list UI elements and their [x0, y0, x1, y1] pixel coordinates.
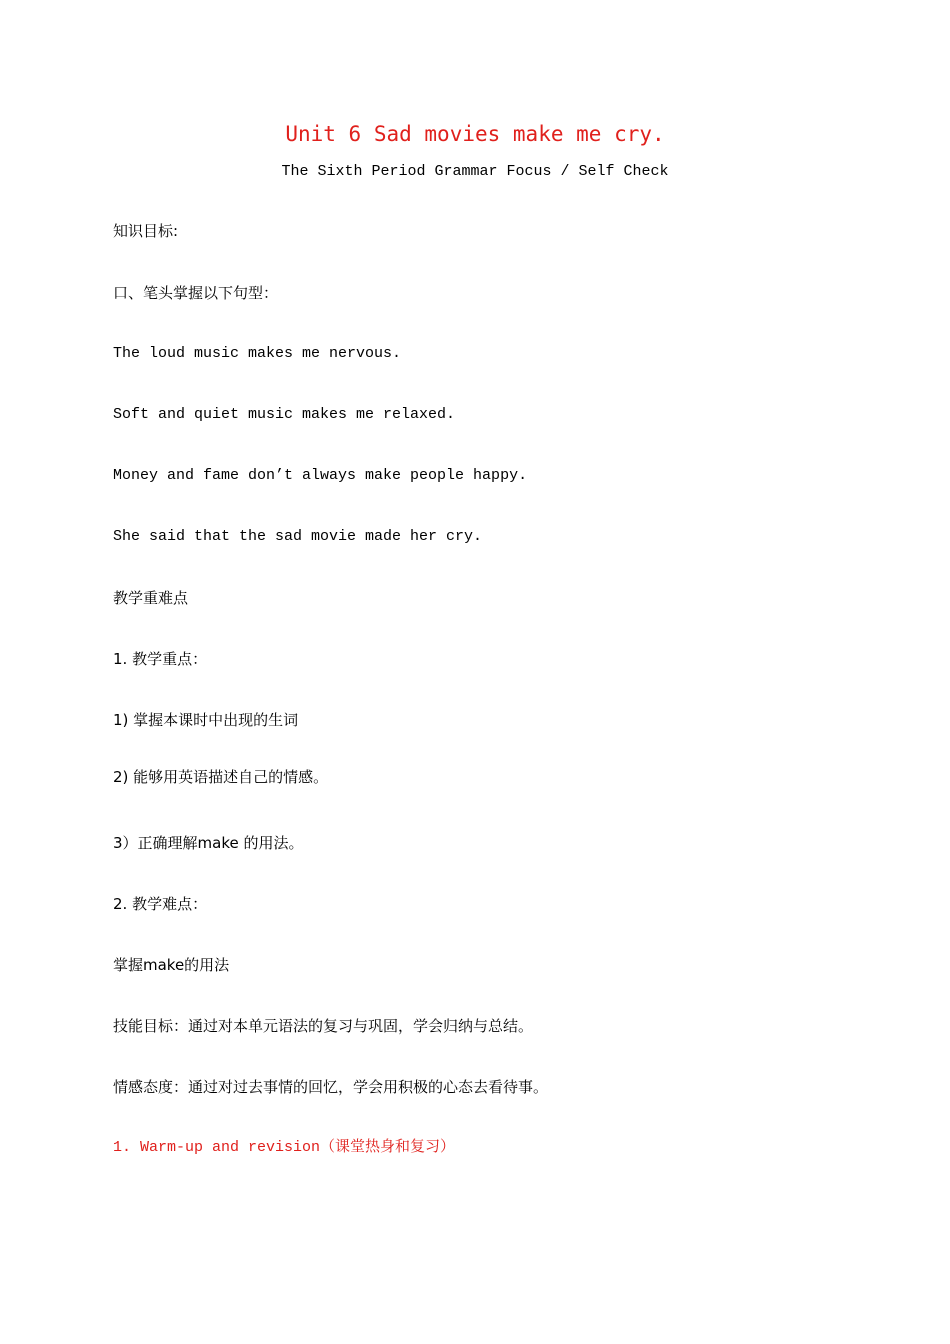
warm-up-revision-heading: 1. Warm-up and revision（课堂热身和复习）: [113, 1139, 456, 1156]
key-points-heading: 1. 教学重点：: [113, 650, 208, 668]
difficult-points-heading: 2. 教学难点：: [113, 895, 208, 913]
key-point-3: 3）正确理解make 的用法。: [113, 834, 304, 852]
emotional-attitude: 情感态度：通过对过去事情的回忆，学会用积极的心态去看待事。: [113, 1078, 549, 1096]
document-title: Unit 6 Sad movies make me cry.: [285, 122, 665, 146]
sentence-pattern-3: Money and fame don’t always make people happy.: [113, 467, 528, 484]
sentence-pattern-1: The loud music makes me nervous.: [113, 345, 402, 362]
key-difficult-points-heading: 教学重难点: [113, 589, 189, 607]
sentence-patterns-heading: 口、笔头掌握以下句型：: [113, 284, 279, 302]
sentence-pattern-4: She said that the sad movie made her cry.: [113, 528, 483, 545]
difficult-point-1: 掌握make的用法: [113, 956, 230, 974]
document-subtitle: The Sixth Period Grammar Focus / Self Check: [281, 163, 669, 180]
skill-objectives: 技能目标：通过对本单元语法的复习与巩固，学会归纳与总结。: [113, 1017, 534, 1035]
key-point-1: 1) 掌握本课时中出现的生词: [113, 711, 299, 729]
sentence-pattern-2: Soft and quiet music makes me relaxed.: [113, 406, 456, 423]
key-point-2: 2) 能够用英语描述自己的情感。: [113, 768, 329, 786]
knowledge-objectives-heading: 知识目标:: [113, 222, 179, 240]
